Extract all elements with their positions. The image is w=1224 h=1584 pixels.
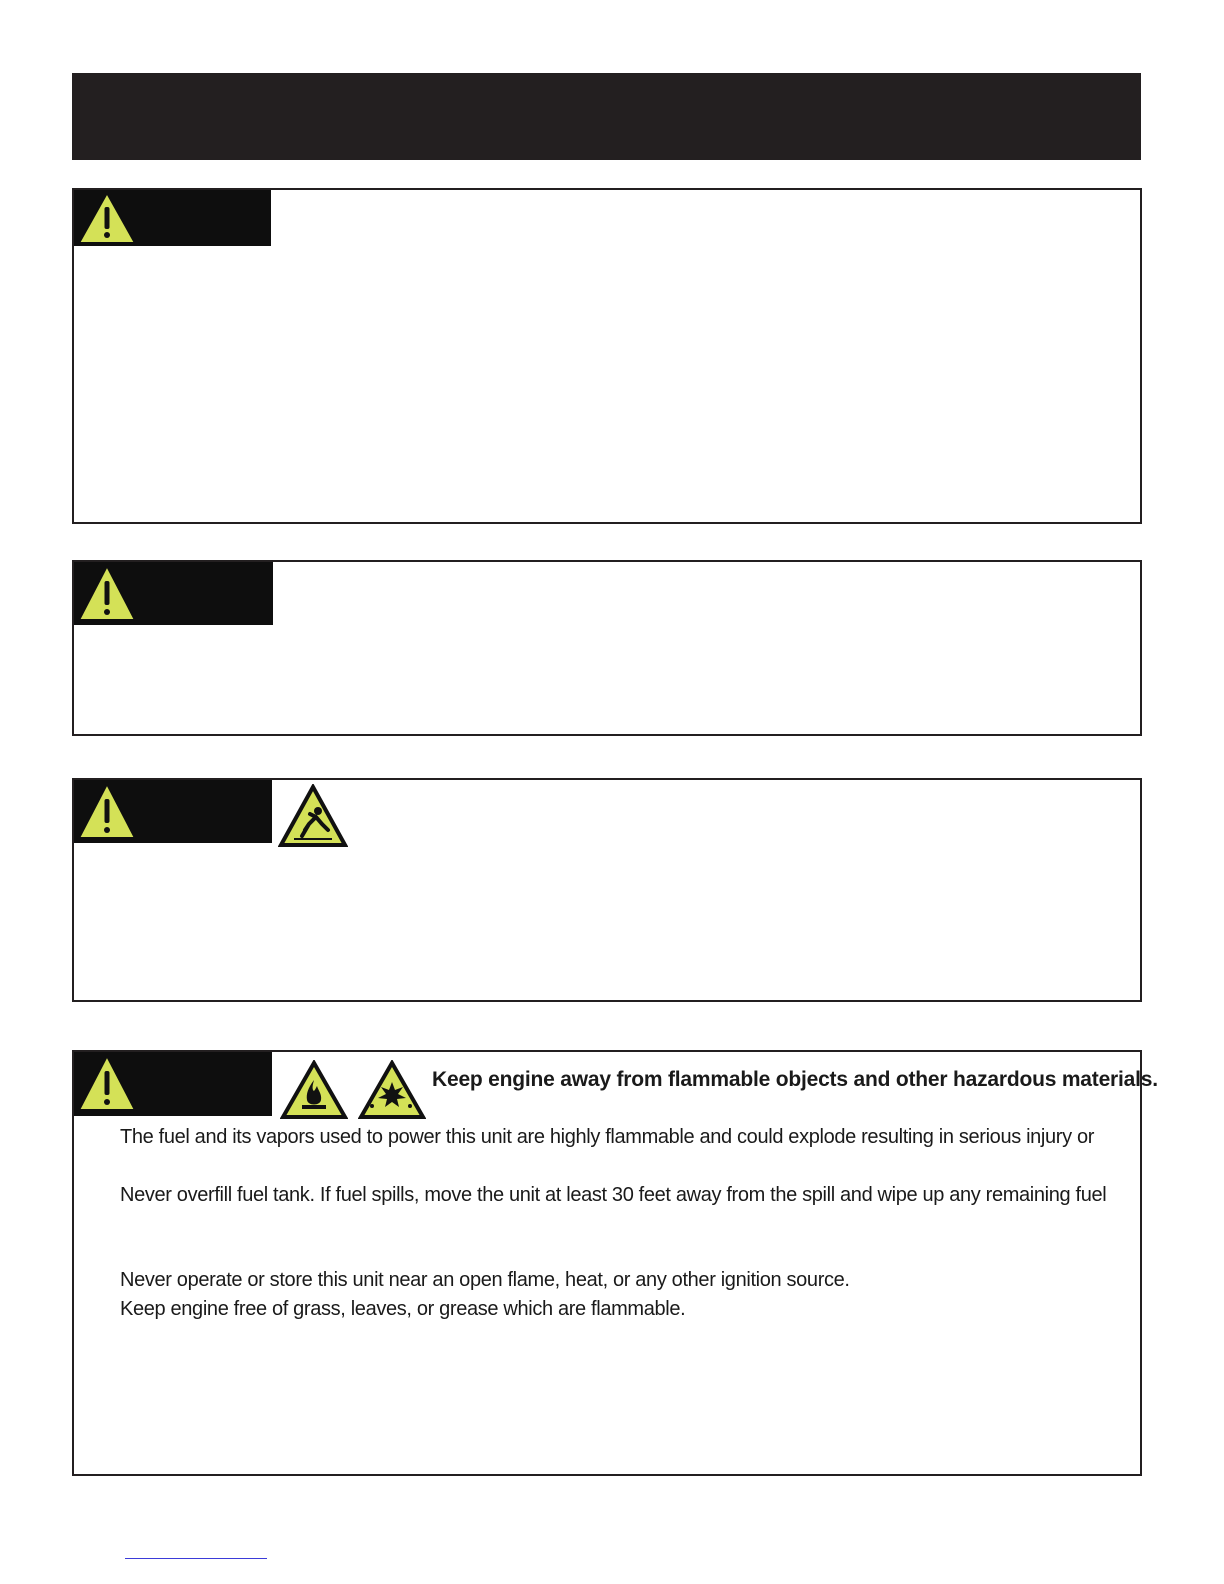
body-text-line: The fuel and its vapors used to power this unit are highly flammable and could explode resulting in serious injury or xyxy=(120,1126,1095,1148)
warning-triangle-icon xyxy=(76,190,138,246)
warning-triangle-icon xyxy=(76,1052,138,1112)
footer-link-underline xyxy=(125,1558,267,1559)
body-text-line: Never overfill fuel tank. If fuel spills, move the unit at least 30 feet away from the spill and wipe up any remaining fuel xyxy=(120,1184,1107,1206)
section-header-bar xyxy=(72,73,1141,160)
slip-hazard-icon xyxy=(278,784,348,848)
warning-triangle-icon xyxy=(76,562,138,622)
flammable-hazard-icon xyxy=(280,1060,348,1120)
warning-triangle-icon xyxy=(76,780,138,840)
body-text-line: Never operate or store this unit near an open flame, heat, or any other ignition source. xyxy=(120,1269,850,1291)
warning-signal-tab xyxy=(74,190,271,246)
warning-panel-1 xyxy=(72,188,1142,524)
warning-signal-tab xyxy=(74,562,273,625)
warning-signal-tab xyxy=(74,780,272,843)
explosive-hazard-icon xyxy=(358,1060,426,1120)
warning-panel-4 xyxy=(72,1050,1158,1476)
warning-panel-2 xyxy=(72,560,1142,736)
warning-panel-3 xyxy=(72,778,1142,1002)
body-text-line: Keep engine free of grass, leaves, or grease which are flammable. xyxy=(120,1298,686,1320)
warning-signal-tab xyxy=(74,1052,272,1116)
panel-heading: Keep engine away from flammable objects and other hazardous materials. xyxy=(432,1068,1158,1091)
